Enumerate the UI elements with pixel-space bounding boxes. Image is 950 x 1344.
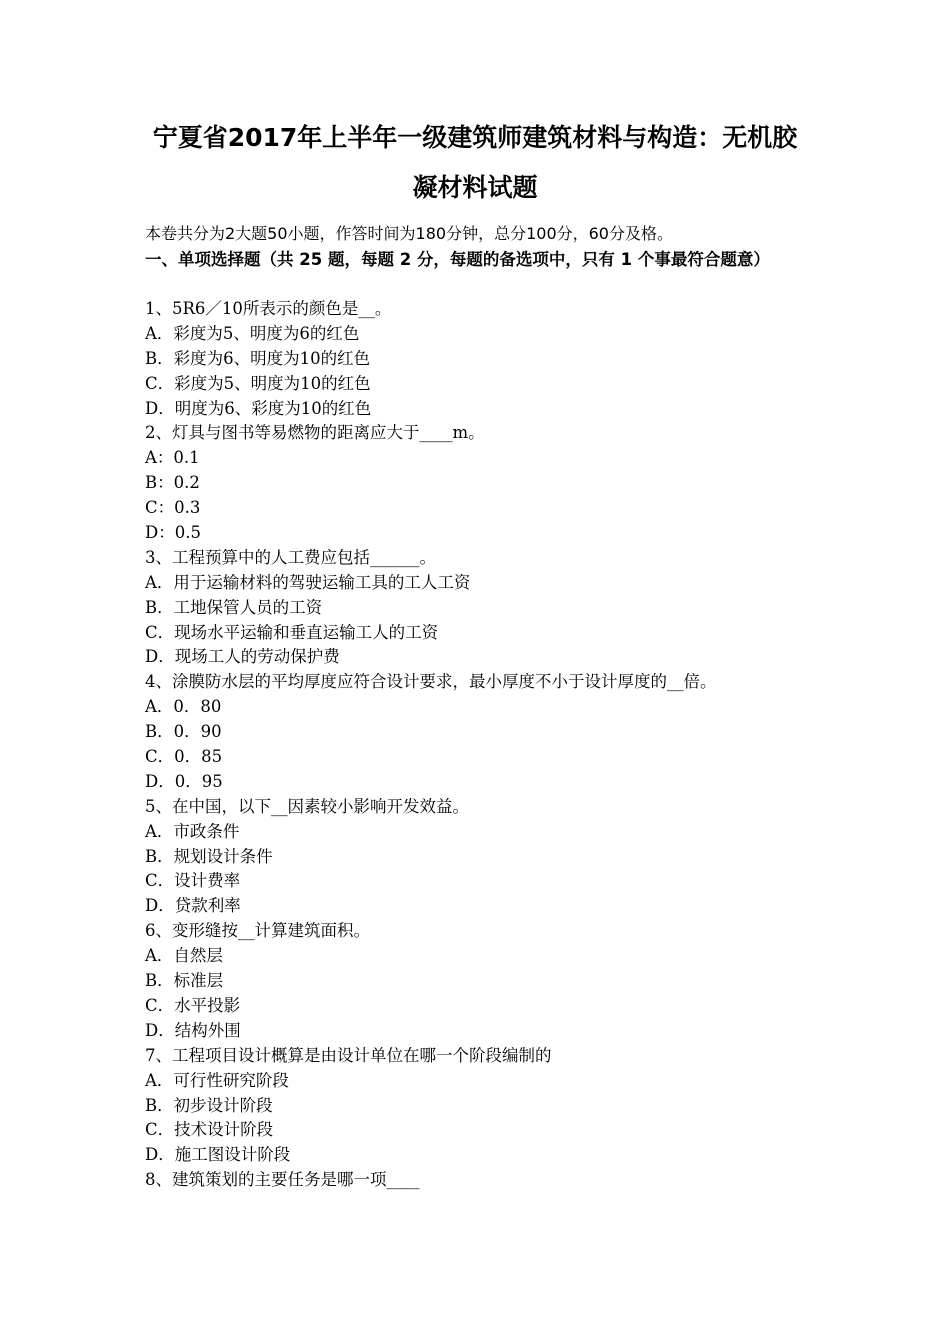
question-stem: 7、工程项目设计概算是由设计单位在哪一个阶段编制的	[145, 1045, 552, 1065]
answer-option: A：0.1	[145, 448, 200, 468]
question-stem: 2、灯具与图书等易燃物的距离应大于____m。	[145, 423, 485, 443]
question-block	[145, 1168, 825, 1193]
document-title-line-1: 宁夏省2017年上半年一级建筑师建筑材料与构造：无机胶	[152, 123, 798, 152]
question-block	[145, 421, 825, 545]
question-block	[145, 919, 825, 1043]
exam-instructions: 本卷共分为2大题50小题，作答时间为180分钟，总分100分，60分及格。	[145, 224, 673, 243]
answer-option: D．施工图设计阶段	[145, 1145, 291, 1165]
answer-option: B．工地保管人员的工资	[145, 597, 323, 617]
answer-option: A．0．80	[145, 697, 222, 717]
question-block	[145, 546, 825, 670]
answer-option: A．自然层	[145, 946, 223, 966]
answer-option: B．0．90	[145, 722, 222, 742]
answer-option: C：0.3	[145, 498, 201, 518]
answer-option: B．标准层	[145, 971, 224, 991]
answer-option: D．现场工人的劳动保护费	[145, 647, 340, 667]
answer-option: D：0.5	[145, 523, 201, 543]
question-stem: 4、涂膜防水层的平均厚度应符合设计要求，最小厚度不小于设计厚度的__倍。	[145, 672, 717, 692]
section-heading: 一、单项选择题（共 25 题，每题 2 分，每题的备选项中，只有 1 个事最符合题意）	[145, 250, 770, 269]
answer-option: B．彩度为6、明度为10的红色	[145, 348, 371, 368]
answer-option: C．彩度为5、明度为10的红色	[145, 373, 371, 393]
question-stem: 5、在中国，以下__因素较小影响开发效益。	[145, 796, 469, 816]
answer-option: C．设计费率	[145, 871, 241, 891]
answer-option: C．现场水平运输和垂直运输工人的工资	[145, 622, 439, 642]
answer-option: A．彩度为5、明度为6的红色	[145, 323, 360, 343]
answer-option: B．初步设计阶段	[145, 1095, 273, 1115]
question-stem: 1、5R6／10所表示的颜色是__。	[145, 299, 392, 318]
answer-option: A．用于运输材料的驾驶运输工具的工人工资	[145, 572, 471, 592]
answer-option: C．水平投影	[145, 995, 241, 1015]
answer-option: D．0．95	[145, 771, 223, 791]
question-stem: 8、建筑策划的主要任务是哪一项____	[145, 1170, 420, 1190]
question-block	[145, 1044, 825, 1168]
question-block	[145, 670, 825, 794]
question-list	[145, 297, 825, 1193]
question-block	[145, 297, 825, 421]
answer-option: A．可行性研究阶段	[145, 1070, 289, 1090]
question-block	[145, 795, 825, 919]
answer-option: C．技术设计阶段	[145, 1120, 274, 1140]
answer-option: B：0.2	[145, 473, 200, 493]
answer-option: D．贷款利率	[145, 896, 241, 916]
document-title-line-2: 凝材料试题	[412, 173, 538, 202]
answer-option: D．结构外围	[145, 1020, 241, 1040]
answer-option: A．市政条件	[145, 821, 240, 841]
answer-option: D．明度为6、彩度为10的红色	[145, 398, 372, 418]
question-stem: 3、工程预算中的人工费应包括______。	[145, 547, 436, 567]
answer-option: C．0．85	[145, 747, 223, 767]
question-stem: 6、变形缝按__计算建筑面积。	[145, 921, 370, 941]
answer-option: B．规划设计条件	[145, 846, 273, 866]
